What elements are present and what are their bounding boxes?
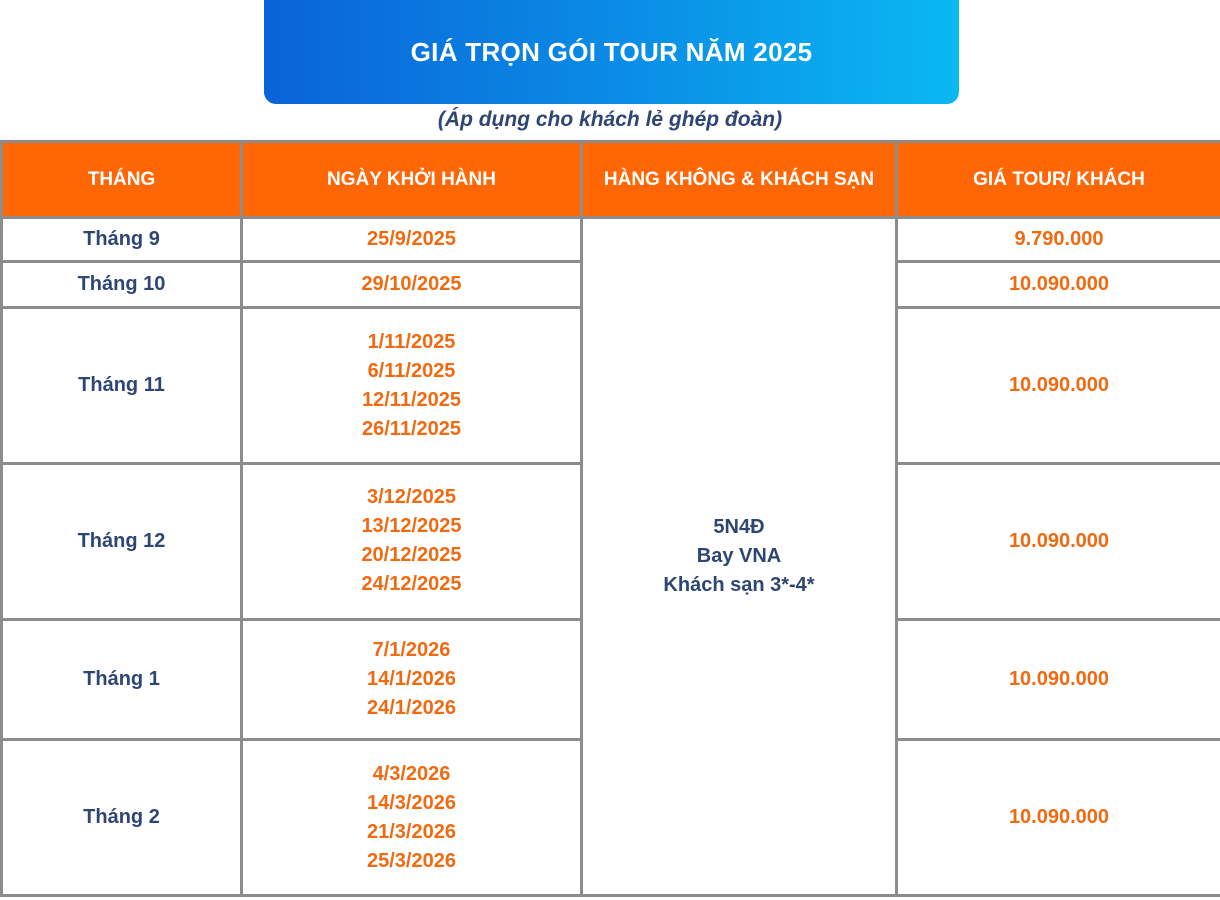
table-header-row	[2, 142, 1220, 218]
departure-date: 25/9/2025	[367, 228, 456, 251]
price-cell: 9.790.000	[897, 218, 1220, 262]
departure-date: 14/1/2026	[367, 668, 456, 691]
departure-dates-cell	[242, 740, 582, 896]
hotel-text: Khách sạn 3*-4*	[663, 574, 815, 596]
header-airline-hotel: HÀNG KHÔNG & KHÁCH SẠN	[582, 142, 897, 218]
departure-date: 21/3/2026	[367, 820, 456, 843]
header-departure-dates: NGÀY KHỞI HÀNH	[242, 142, 582, 218]
month-cell: Tháng 2	[2, 740, 242, 896]
departure-date: 20/12/2025	[361, 544, 462, 567]
departure-date: 7/1/2026	[372, 639, 451, 662]
airline-hotel-cell	[582, 218, 897, 896]
duration-text: 5N4Đ	[713, 516, 765, 538]
departure-dates-cell	[242, 262, 582, 308]
departure-date: 26/11/2025	[362, 417, 461, 440]
price-table	[0, 140, 1220, 897]
table-row	[2, 218, 1220, 262]
month-cell: Tháng 1	[2, 619, 242, 740]
price-cell: 10.090.000	[897, 619, 1220, 740]
month-cell: Tháng 10	[2, 262, 242, 308]
subtitle: (Áp dụng cho khách lẻ ghép đoàn)	[437, 108, 783, 131]
departure-dates-cell	[242, 619, 582, 740]
month-cell: Tháng 12	[2, 464, 242, 620]
airline-text: Bay VNA	[696, 545, 782, 567]
departure-dates-cell	[242, 464, 582, 620]
departure-date: 24/1/2026	[367, 697, 456, 720]
departure-date: 3/12/2025	[367, 486, 456, 509]
header-month: THÁNG	[2, 142, 242, 218]
departure-dates-cell	[242, 218, 582, 262]
title-banner	[264, 0, 959, 104]
month-cell: Tháng 9	[2, 218, 242, 262]
departure-date: 12/11/2025	[362, 388, 461, 411]
departure-date: 1/11/2025	[367, 330, 456, 353]
month-cell: Tháng 11	[2, 308, 242, 464]
departure-date: 13/12/2025	[361, 515, 462, 538]
header-price: GIÁ TOUR/ KHÁCH	[897, 142, 1220, 218]
price-cell: 10.090.000	[897, 740, 1220, 896]
price-cell: 10.090.000	[897, 464, 1220, 620]
price-cell: 10.090.000	[897, 308, 1220, 464]
departure-date: 29/10/2025	[361, 273, 462, 296]
departure-dates-cell	[242, 308, 582, 464]
page-title: GIÁ TRỌN GÓI TOUR NĂM 2025	[410, 36, 813, 67]
departure-date: 14/3/2026	[367, 791, 456, 814]
departure-date: 24/12/2025	[361, 573, 462, 596]
departure-date: 6/11/2025	[367, 359, 456, 382]
price-cell: 10.090.000	[897, 262, 1220, 308]
departure-date: 25/3/2026	[367, 849, 456, 872]
departure-date: 4/3/2026	[372, 762, 451, 785]
